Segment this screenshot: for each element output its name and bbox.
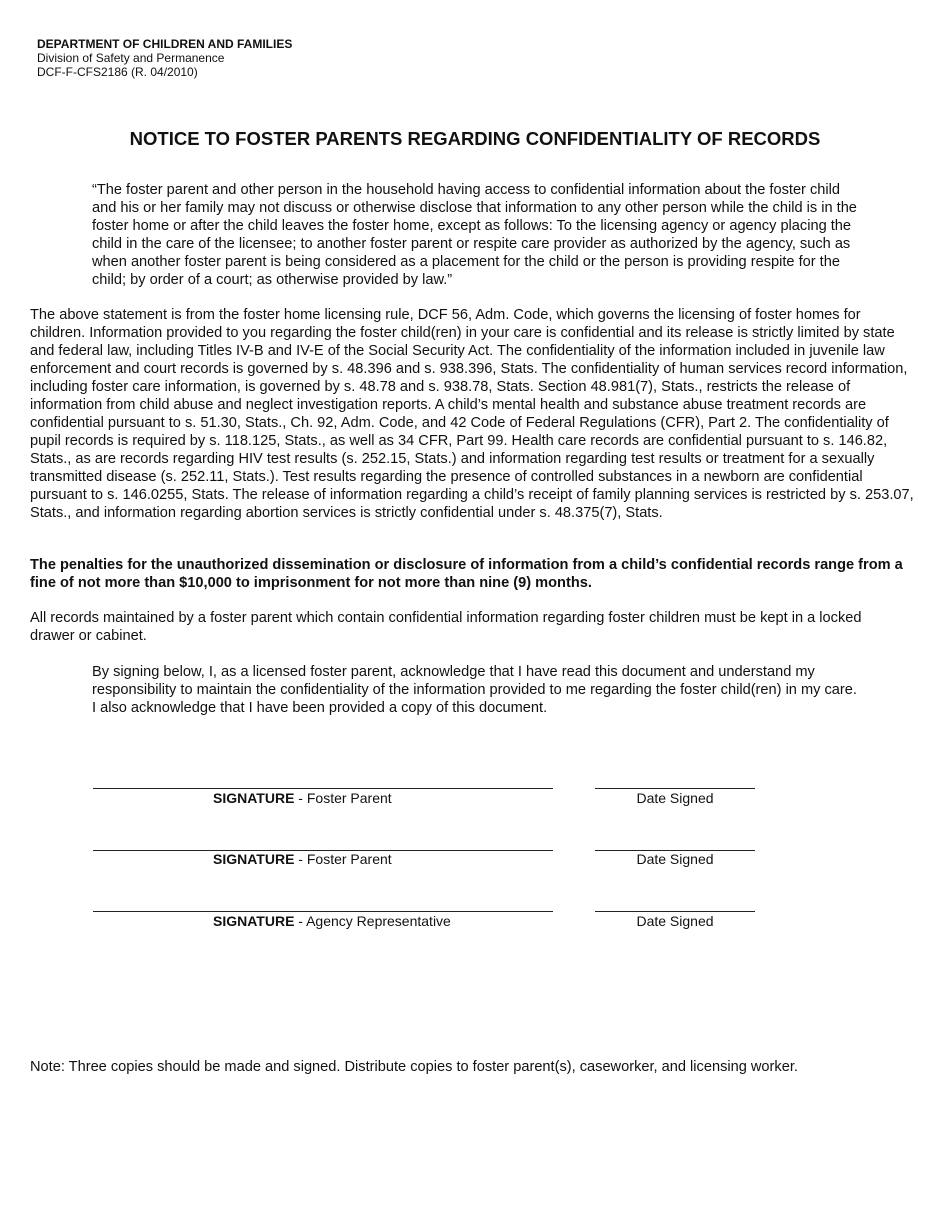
date-line-1[interactable] xyxy=(595,788,755,789)
records-storage-statement: All records maintained by a foster parent which contain confidential information regarding foster children must be kept in a locked drawer or cabinet. xyxy=(30,610,862,644)
signature-role: - Agency Representative xyxy=(294,913,451,929)
signature-label-bold: SIGNATURE xyxy=(213,851,295,867)
signature-label-1 xyxy=(213,790,392,806)
quoted-rule: “The foster parent and other person in the household having access to confidential information about the foster child and his or her family may not discuss or otherwise disclose that information to any other person while the child is in the foster home or after the child leaves the foster home, except as follows: To the licensing agency or agency placing the child in the care of the licensee; to another foster parent or respite care provider as authorized by the agency, such as when another foster parent is being considered as a placement for the child or the person is providing respite for the child; by order of a court; as otherwise provided by law.” xyxy=(92,182,857,288)
date-line-3[interactable] xyxy=(595,911,755,912)
signature-line-1[interactable] xyxy=(93,788,553,789)
form-header xyxy=(37,37,292,79)
form-id: DCF-F-CFS2186 (R. 04/2010) xyxy=(37,65,198,79)
signature-label-2 xyxy=(213,851,392,867)
legal-explanation: The above statement is from the foster home licensing rule, DCF 56, Adm. Code, which governs the licensing of foster homes for children. Information provided to you regarding the foster child(ren) in your care is confidential and its release is strictly limited by state and federal law, including Titles IV-B and IV-E of the Social Security Act. The confidentiality of the information included in juvenile law enforcement and court records is governed by s. 48.396 and s. 938.396, Stats. The confidentiality of human services record information, including foster care information, is governed by s. 48.78 and s. 938.78, Stats. Section 48.981(7), Stats., restricts the release of information from child abuse and neglect investigation reports. A child’s mental health and substance abuse treatment records are confidential pursuant to s. 51.30, Stats., Ch. 92, Adm. Code, and 42 Code of Federal Regulations (CFR), Part 2. The confidentiality of pupil records is required by s. 118.125, Stats., as well as 34 CFR, Part 99. Health care records are confidential pursuant to s. 146.82, Stats., as are records regarding HIV test results (s. 252.15, Stats.) and information regarding test results or treatment for a sexually transmitted disease (s. 252.11, Stats.). Test results regarding the presence of controlled substances in a newborn are confidential pursuant to s. 146.0255, Stats. The release of information regarding a child’s receipt of family planning services is restricted by s. 253.07, Stats., and information regarding abortion services is strictly confidential under s. 48.375(7), Stats. xyxy=(30,307,914,521)
division-name: Division of Safety and Permanence xyxy=(37,51,225,65)
date-label-1: Date Signed xyxy=(636,790,714,806)
signature-line-3[interactable] xyxy=(93,911,553,912)
document-title: NOTICE TO FOSTER PARENTS REGARDING CONFIDENTIALITY OF RECORDS xyxy=(129,128,821,149)
date-label-2: Date Signed xyxy=(636,851,714,867)
acknowledgement-statement: By signing below, I, as a licensed foster parent, acknowledge that I have read this document and understand my responsibility to maintain the confidentiality of the information provided to me regarding the foster child(ren) in my care. I also acknowledge that I have been provided a copy of this document. xyxy=(92,664,857,716)
signature-label-bold: SIGNATURE xyxy=(213,913,295,929)
date-label-3: Date Signed xyxy=(636,913,714,929)
signature-label-3 xyxy=(213,913,451,929)
distribution-note: Note: Three copies should be made and signed. Distribute copies to foster parent(s), caseworker, and licensing worker. xyxy=(30,1059,798,1075)
signature-role: - Foster Parent xyxy=(294,790,392,806)
department-name: DEPARTMENT OF CHILDREN AND FAMILIES xyxy=(37,37,293,51)
signature-role: - Foster Parent xyxy=(294,851,392,867)
penalty-statement: The penalties for the unauthorized dissemination or disclosure of information from a child’s confidential records range from a fine of not more than $10,000 to imprisonment for not more than nine (9) months. xyxy=(30,557,903,591)
signature-label-bold: SIGNATURE xyxy=(213,790,295,806)
